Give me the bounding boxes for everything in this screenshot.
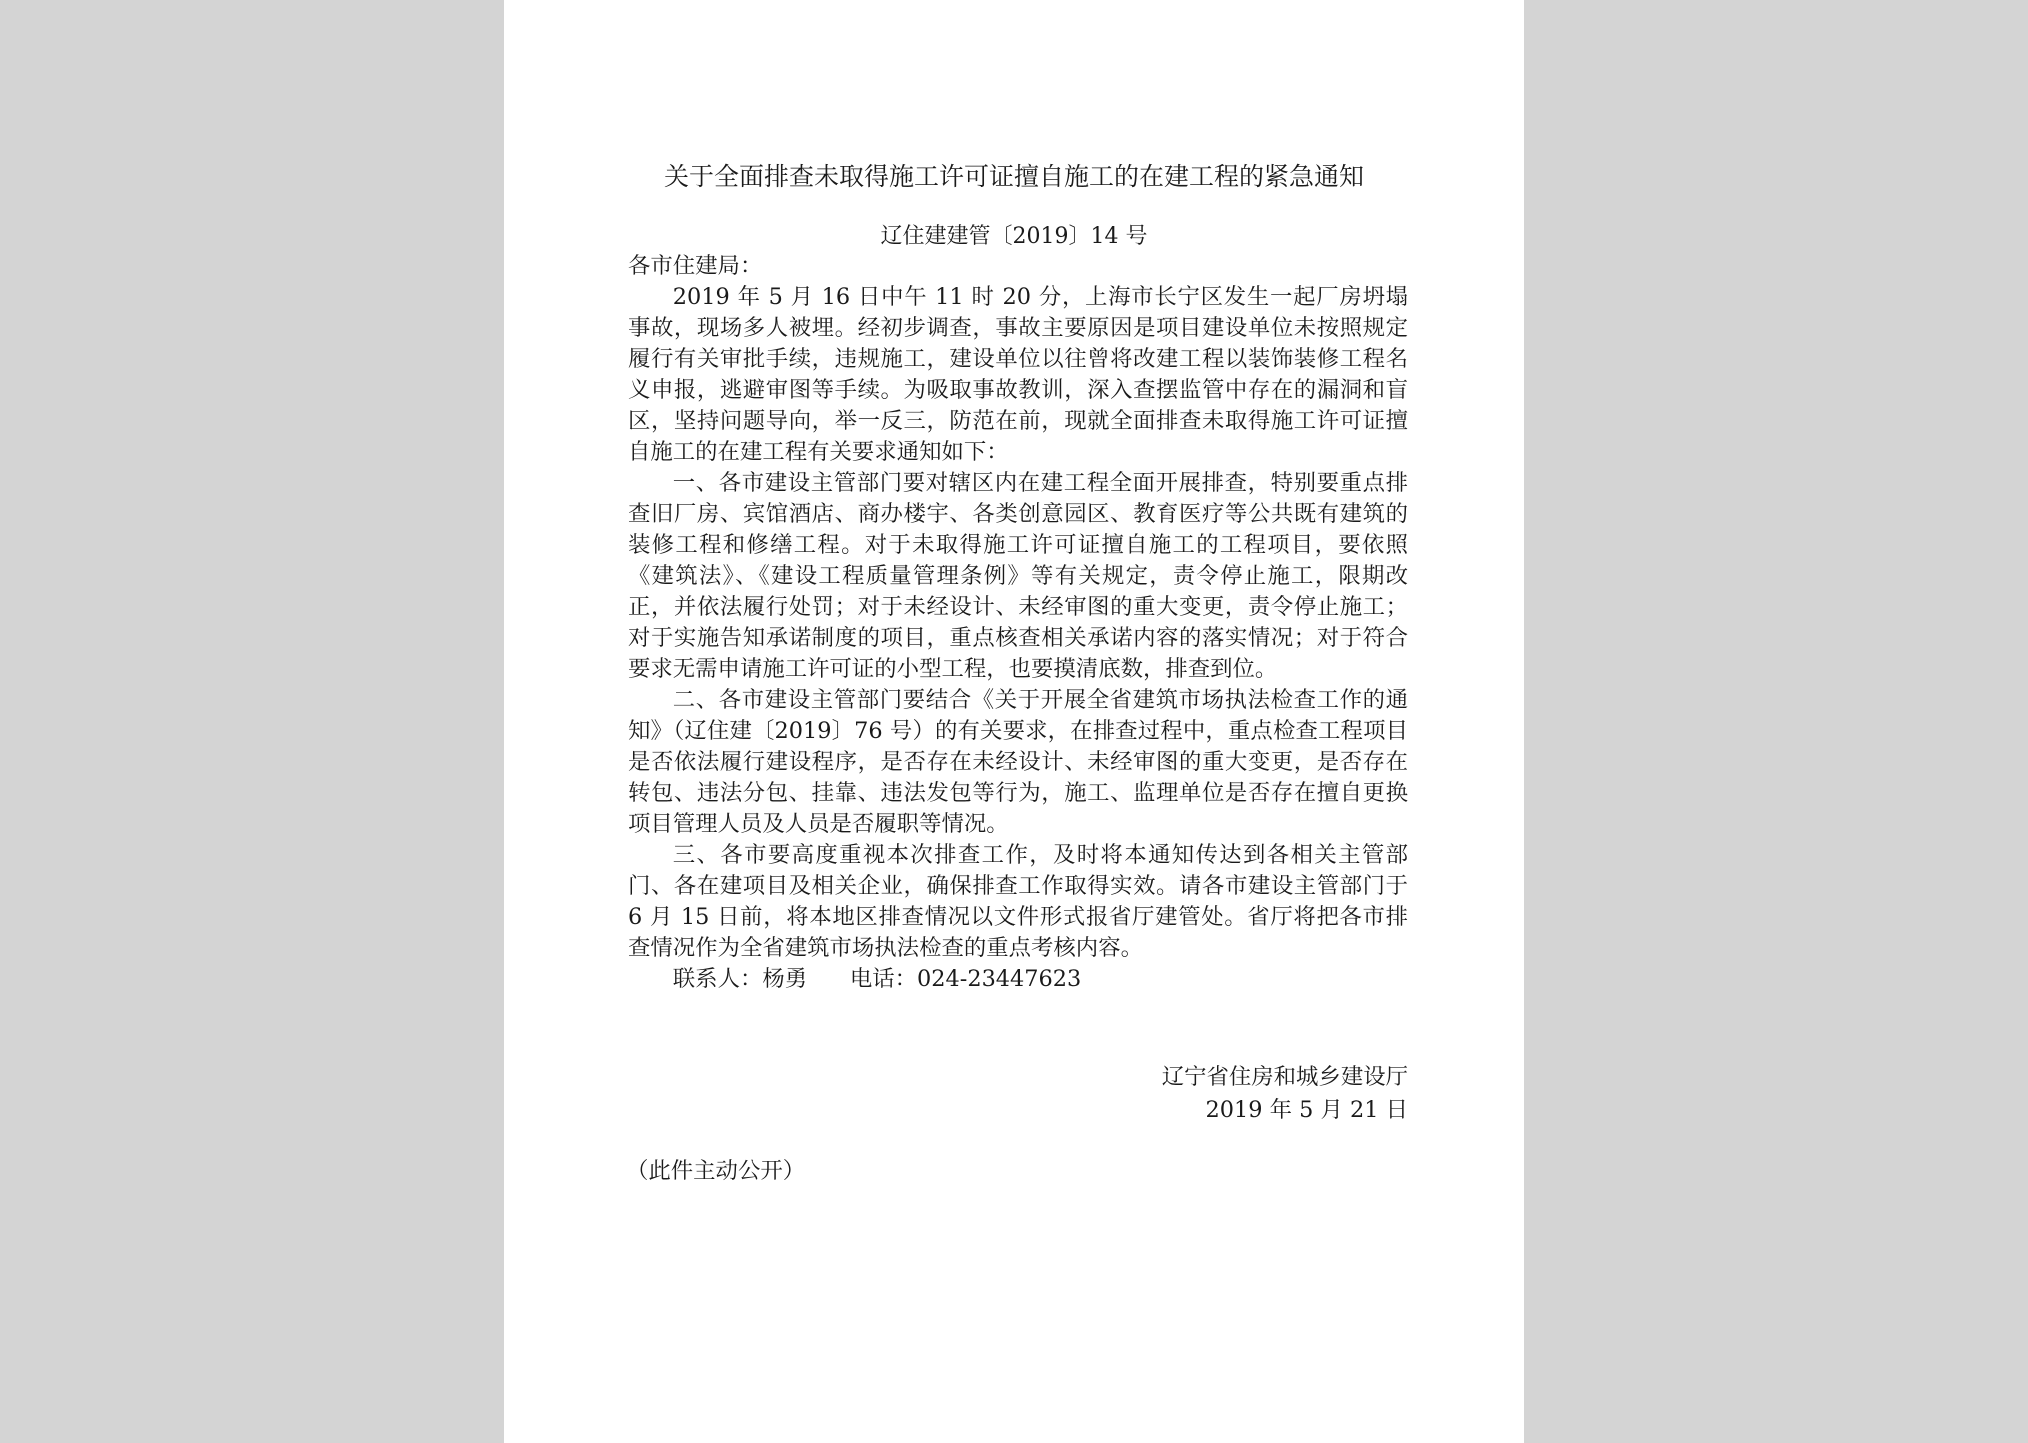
document-body bbox=[628, 251, 1408, 995]
paragraph-item-2: 二、各市建设主管部门要结合《关于开展全省建筑市场执法检查工作的通知》（辽住建〔2019〕76 号）的有关要求，在排查过程中，重点检查工程项目是否依法履行建设程序，是否存在未经设计、未经审图的重大变更，是否存在转包、违法分包、挂靠、违法发包等行为，施工、监理单位是否存在擅自更换项目管理人员及人员是否履职等情况。 bbox=[628, 687, 1408, 837]
contact-line: 联系人：杨勇 电话：024-23447623 bbox=[672, 966, 1082, 992]
document-number: 辽住建建管〔2019〕14 号 bbox=[880, 224, 1148, 249]
document-page bbox=[504, 0, 1524, 1443]
document-title: 关于全面排查未取得施工许可证擅自施工的在建工程的紧急通知 bbox=[663, 162, 1364, 191]
salutation: 各市住建局： bbox=[628, 253, 763, 279]
paragraph-item-1: 一、各市建设主管部门要对辖区内在建工程全面开展排查，特别要重点排查旧厂房、宾馆酒店、商办楼宇、各类创意园区、教育医疗等公共既有建筑的装修工程和修缮工程。对于未取得施工许可证擅自施工的工程项目，要依照《建筑法》、《建设工程质量管理条例》等有关规定，责令停止施工，限期改正，并依法履行处罚；对于未经设计、未经审图的重大变更，责令停止施工；对于实施告知承诺制度的项目，重点核查相关承诺内容的落实情况；对于符合要求无需申请施工许可证的小型工程，也要摸清底数，排查到位。 bbox=[628, 470, 1408, 682]
issue-date: 2019 年 5 月 21 日 bbox=[1205, 1097, 1408, 1123]
paragraph-intro: 2019 年 5 月 16 日中午 11 时 20 分，上海市长宁区发生一起厂房坍塌事故，现场多人被埋。经初步调查，事故主要原因是项目建设单位未按照规定履行有关审批手续，违规施工，建设单位以往曾将改建工程以装饰装修工程名义申报，逃避审图等手续。为吸取事故教训，深入查摆监管中存在的漏洞和盲区，坚持问题导向，举一反三，防范在前，现就全面排查未取得施工许可证擅自施工的在建工程有关要求通知如下： bbox=[628, 284, 1408, 465]
disclosure-note: （此件主动公开） bbox=[626, 1158, 806, 1184]
issuer-name: 辽宁省住房和城乡建设厅 bbox=[1161, 1064, 1408, 1090]
paragraph-item-3: 三、各市要高度重视本次排查工作，及时将本通知传达到各相关主管部门、各在建项目及相关企业，确保排查工作取得实效。请各市建设主管部门于 6 月 15 日前，将本地区排查情况以文件形式报省厅建管处。省厅将把各市排查情况作为全省建筑市场执法检查的重点考核内容。 bbox=[628, 842, 1408, 961]
